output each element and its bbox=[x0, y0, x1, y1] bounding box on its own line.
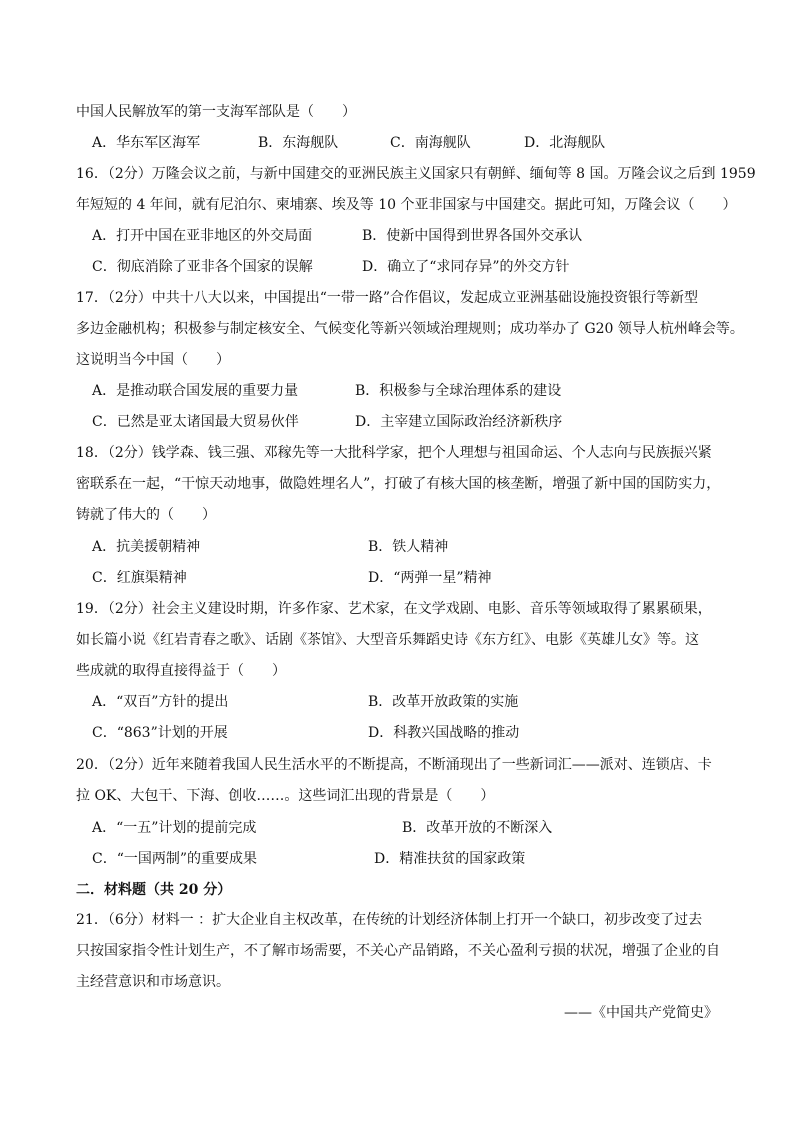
q16-option-d: D．确立了“求同存异”的外交方针 bbox=[362, 259, 570, 275]
q20-stem-line: 20．（2分）近年来随着我国人民生活水平的不断提高，不断涌现出了一些新词汇——派对、连锁店、卡 bbox=[76, 757, 712, 773]
q19-stem-line: 19．（2分）社会主义建设时期，许多作家、艺术家，在文学戏剧、电影、音乐等领域取得了累累硕果， bbox=[76, 601, 712, 617]
q17-option-c: C．已然是亚太诸国最大贸易伙伴 bbox=[92, 414, 299, 430]
q20-option-d: D．精准扶贫的国家政策 bbox=[374, 851, 526, 867]
q15-stem: 中国人民解放军的第一支海军部队是（ ） bbox=[76, 104, 356, 120]
q15-option-a: A．华东军区海军 bbox=[92, 135, 201, 151]
q16-option-a: A．打开中国在亚非地区的外交局面 bbox=[92, 228, 313, 244]
q18-stem-line: 铸就了伟大的（ ） bbox=[76, 507, 216, 523]
q18-stem-line: 18．（2分）钱学森、钱三强、邓稼先等一大批科学家，把个人理想与祖国命运、个人志向与民族振兴紧 bbox=[76, 445, 712, 461]
q17-option-b: B．积极参与全球治理体系的建设 bbox=[355, 383, 562, 399]
q21-material-line: 主经营意识和市场意识。 bbox=[76, 974, 230, 990]
q17-option-a: A．是推动联合国发展的重要力量 bbox=[92, 383, 299, 399]
q21-material-line: 只按国家指令性计划生产，不了解市场需要，不关心产品销路，不关心盈利亏损的状况，增强了企业的自 bbox=[76, 943, 720, 959]
q20-option-c: C．“一国两制”的重要成果 bbox=[92, 851, 258, 867]
q19-option-a: A．“双百”方针的提出 bbox=[92, 694, 229, 710]
section-title: 二．材料题（共 20 分） bbox=[76, 882, 232, 898]
q15-option-b: B．东海舰队 bbox=[258, 135, 339, 151]
q15-option-d: D．北海舰队 bbox=[524, 135, 606, 151]
q16-stem-line: 年短短的 4 年间，就有尼泊尔、柬埔寨、埃及等 10 个亚非国家与中国建交。据此可知，万隆会议（ ） bbox=[76, 197, 737, 213]
q18-option-b: B．铁人精神 bbox=[368, 539, 449, 555]
q19-stem-line: 些成就的取得直接得益于（ ） bbox=[76, 663, 286, 679]
q17-option-d: D．主宰建立国际政治经济新秩序 bbox=[355, 414, 563, 430]
q15-option-c: C．南海舰队 bbox=[390, 135, 471, 151]
q20-stem-line: 拉 OK、大包干、下海、创收……。这些词汇出现的背景是（ ） bbox=[76, 788, 495, 804]
q21-source: ——《中国共产党简史》 bbox=[564, 1005, 718, 1021]
q18-option-d: D．“两弹一星”精神 bbox=[368, 570, 492, 586]
q16-stem-line: 16．（2分）万隆会议之前，与新中国建交的亚洲民族主义国家只有朝鲜、缅甸等 8 国。万隆会议之后到 1959 bbox=[76, 166, 756, 182]
q17-stem-line: 多边金融机构；积极参与制定核安全、气候变化等新兴领域治理规则；成功举办了 G20 领导人杭州峰会等。 bbox=[76, 321, 744, 337]
q20-option-b: B．改革开放的不断深入 bbox=[402, 820, 553, 836]
q21-material-line: 21．（6分）材料一 ：扩大企业自主权改革，在传统的计划经济体制上打开一个缺口，初步改变了过去 bbox=[76, 912, 703, 928]
q18-option-c: C．红旗渠精神 bbox=[92, 570, 187, 586]
q16-option-b: B．使新中国得到世界各国外交承认 bbox=[362, 228, 583, 244]
q19-option-b: B．改革开放政策的实施 bbox=[368, 694, 519, 710]
q18-stem-line: 密联系在一起，“干惊天动地事，做隐姓埋名人”，打破了有核大国的核垄断，增强了新中国的国防实力， bbox=[76, 476, 721, 492]
q20-option-a: A．“一五”计划的提前完成 bbox=[92, 820, 257, 836]
q17-stem-line: 17．（2分）中共十八大以来，中国提出“一带一路”合作倡议，发起成立亚洲基础设施投资银行等新型 bbox=[76, 290, 699, 306]
q19-option-d: D．科教兴国战略的推动 bbox=[368, 725, 520, 741]
q18-option-a: A．抗美援朝精神 bbox=[92, 539, 201, 555]
q16-option-c: C．彻底消除了亚非各个国家的误解 bbox=[92, 259, 313, 275]
q19-option-c: C．“863”计划的开展 bbox=[92, 725, 228, 741]
q19-stem-line: 如长篇小说《红岩青春之歌》、话剧《茶馆》、大型音乐舞蹈史诗《东方红》、电影《英雄儿女》等。这 bbox=[76, 632, 699, 648]
q17-stem-line: 这说明当今中国（ ） bbox=[76, 352, 230, 368]
